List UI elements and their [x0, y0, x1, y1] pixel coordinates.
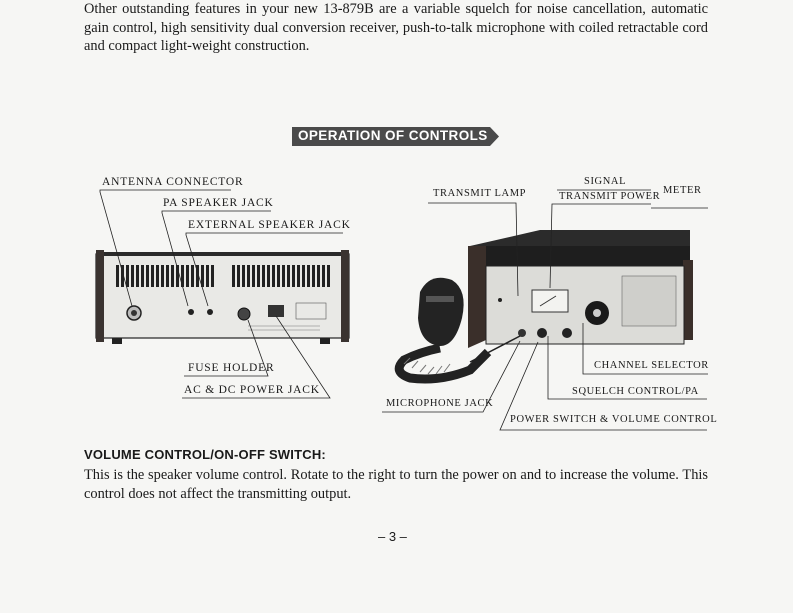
- label-microphone-jack: MICROPHONE JACK: [386, 398, 494, 409]
- section-heading: OPERATION OF CONTROLS: [298, 128, 488, 143]
- transmit-lamp-indicator: [498, 298, 502, 302]
- power-jack-socket: [268, 305, 284, 317]
- intro-paragraph: Other outstanding features in your new 13-879B are a variable squelch for noise cancellation, automatic gain control, high sensitivity dual conversion receiver, push-to-talk microphone with coiled retractable cord and compact light-weight construction.: [84, 1, 708, 54]
- subheading-volume-control: VOLUME CONTROL/ON-OFF SWITCH:: [84, 447, 326, 462]
- label-power-switch-volume: POWER SWITCH & VOLUME CONTROL: [510, 414, 718, 425]
- label-ac-dc-power-jack: AC & DC POWER JACK: [184, 384, 320, 396]
- body-paragraph: This is the speaker volume control. Rotate to the right to turn the power on and to increase the volume. This control does not affect the transmitting output.: [84, 467, 708, 502]
- squelch-knob: [562, 328, 572, 338]
- label-transmit-power: TRANSMIT POWER: [559, 191, 661, 202]
- label-fuse-holder: FUSE HOLDER: [188, 362, 275, 374]
- speaker-grille: [622, 276, 676, 326]
- front-radio-illustration: [399, 230, 693, 379]
- signal-meter: [532, 290, 568, 312]
- pa-speaker-jack-socket: [188, 309, 194, 315]
- microphone: [418, 278, 464, 346]
- external-speaker-jack-socket: [207, 309, 213, 315]
- label-meter: METER: [663, 185, 702, 196]
- volume-knob: [537, 328, 547, 338]
- label-signal: SIGNAL: [584, 176, 627, 187]
- rear-panel-illustration: [96, 250, 349, 344]
- fuse-holder-socket: [238, 308, 250, 320]
- label-channel-selector: CHANNEL SELECTOR: [594, 360, 709, 371]
- label-antenna-connector: ANTENNA CONNECTOR: [102, 176, 244, 188]
- coiled-cord: [399, 348, 488, 379]
- page-number: – 3 –: [378, 529, 407, 544]
- label-external-speaker-jack: EXTERNAL SPEAKER JACK: [188, 219, 351, 231]
- label-transmit-lamp: TRANSMIT LAMP: [433, 188, 527, 199]
- label-squelch-control-pa: SQUELCH CONTROL/PA: [572, 386, 699, 397]
- label-pa-speaker-jack: PA SPEAKER JACK: [163, 197, 274, 209]
